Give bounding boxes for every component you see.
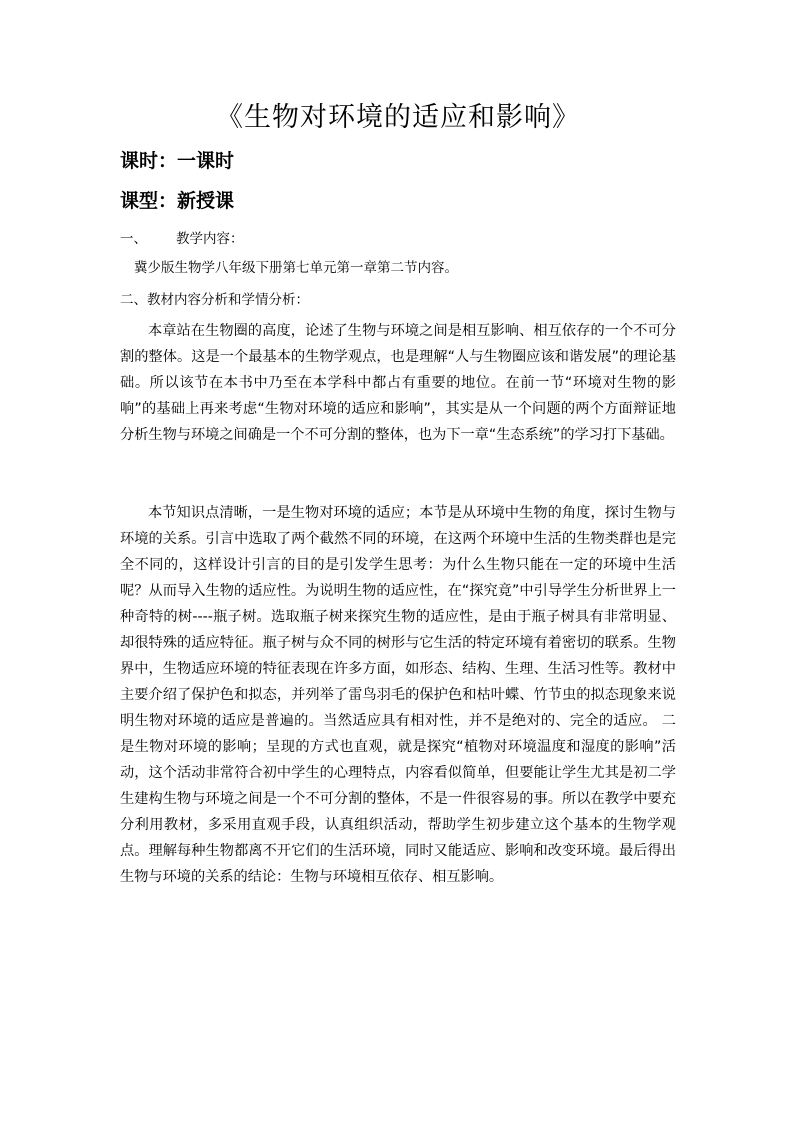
- section-1-title: 教学内容：: [176, 231, 244, 247]
- section-1-body: 冀少版生物学八年级下册第七单元第一章第二节内容。: [134, 260, 458, 276]
- section-1-number: 一、: [120, 231, 147, 247]
- paragraph-2: 本节知识点清晰，一是生物对环境的适应；本节是从环境中生物的角度，探讨生物与环境的关系。引言中选取了两个截然不同的环境，在这两个环境中生活的生物类群也是完全不同的，这样设计引言的目的是引发学生思考：为什么生物只能在一定的环境中生活呢？从而导入生物的适应性。为说明生物的适应性，在“探究竟”中引导学生分析世界上一种奇特的树----瓶子树。选取瓶子树来探究生物的适应性，是由于瓶子树具有非常明显、却很特殊的适应特征。瓶子树与众不同的树形与它生活的特定环境有着密切的联系。生物界中，生物适应环境的特征表现在许多方面，如形态、结构、生理、生活习性等。教材中主要介绍了保护色和拟态，并列举了雷鸟羽毛的保护色和枯叶蝶、竹节虫的拟态现象来说明生物对环境的适应是普遍的。当然适应具有相对性，并不是绝对的、完全的适应。 二是生物对环境的影响；呈现的方式也直观，就是探究“植物对环境温度和湿度的影响”活动，这个活动非常符合初中学生的心理特点，内容看似简单，但要能让学生尤其是初二学生建构生物与环境之间是一个不可分割的整体，不是一件很容易的事。所以在教学中要充分利用教材，多采用直观手段，认真组织活动，帮助学生初步建立这个基本的生物学观点。理解每种生物都离不开它们的生活环境，同时又能适应、影响和改变环境。最后得出生物与环境的关系的结论：生物与环境相互依存、相互影响。: [120, 505, 676, 885]
- document-title: 《生物对环境的适应和影响》: [216, 102, 580, 133]
- paragraph-1: 本章站在生物圈的高度，论述了生物与环境之间是相互影响、相互依存的一个不可分割的整体。这是一个最基本的生物学观点，也是理解“人与生物圈应该和谐发展”的理论基础。所以该节在本书中乃至在本学科中都占有重要的地位。在前一节“环境对生物的影响”的基础上再来考虑“生物对环境的适应和影响”，其实是从一个问题的两个方面辩证地分析生物与环境之间确是一个不可分割的整体，也为下一章“生态系统”的学习打下基础。: [120, 323, 676, 443]
- section-2-heading: 二、教材内容分析和学情分析：: [120, 292, 309, 308]
- lesson-time: 课时：一课时: [120, 150, 235, 172]
- lesson-type: 课型：新授课: [120, 190, 235, 212]
- section-1-heading: [120, 229, 244, 249]
